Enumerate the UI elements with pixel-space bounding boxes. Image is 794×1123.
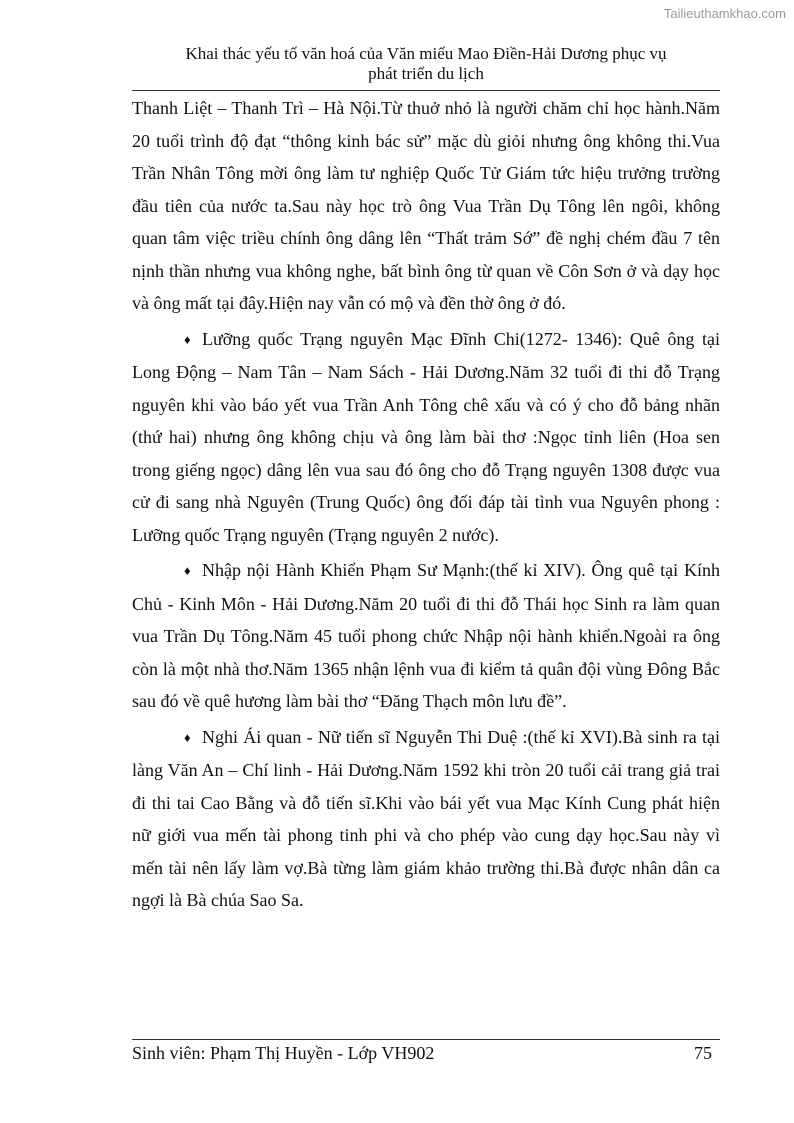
- paragraph: Thanh Liệt – Thanh Trì – Hà Nội.Từ thuở nhỏ là người chăm chỉ học hành.Năm 20 tuổi trình độ đạt “thông kinh bác sử” mặc dù giỏi nhưng ông không thi.Vua Trần Nhân Tông mời ông làm tư nghiệp Quốc Tử Giám tức hiệu trưởng trường đầu tiên của nước ta.Sau này học trò ông Vua Trần Dụ Tông lên ngôi, không quan tâm việc triều chính ông dâng lên “Thất trảm Sớ” đề nghị chém đầu 7 tên nịnh thần nhưng vua không nghe, bất bình ông từ quan về Côn Sơn ở và dạy học và ông mất tại đây.Hiện nay vẫn có mộ và đền thờ ông ở đó.: [132, 98, 720, 313]
- footer-divider: [132, 1039, 720, 1040]
- page-footer: [132, 1043, 712, 1064]
- paragraph-text: Nhập nội Hành Khiển Phạm Sư Mạnh:(thế kỉ XIV). Ông quê tại Kính Chủ - Kinh Môn - Hải Dương.Năm 20 tuổi đi thi đỗ Thái học Sinh ra làm quan vua Trần Dụ Tông.Năm 45 tuổi phong chức Nhập nội hành khiển.Ngoài ra ông còn là một nhà thơ.Năm 1365 nhận lệnh vua đi kiểm tả quân đội vùng Đông Bắc sau đó về quê hương làm bài thơ “Đăng Thạch môn lưu đề”.: [132, 560, 720, 711]
- page-header: [132, 44, 720, 84]
- paragraph-text: Lưỡng quốc Trạng nguyên Mạc Đĩnh Chi(1272- 1346): Quê ông tại Long Động – Nam Tân – Nam Sách - Hải Dương.Năm 32 tuổi đi thi đỗ Trạng nguyên khi vào báo yết vua Trần Anh Tông chê xấu và có ý cho đỗ bảng nhãn (thứ hai) nhưng ông không chịu và ông làm bài thơ :Ngọc tỉnh liên (Hoa sen trong giếng ngọc) dâng lên vua sau đó ông cho đỗ Trạng nguyên 1308 được vua cử đi sang nhà Nguyên (Trung Quốc) ông đối đáp tài tình vua Nguyên phong : Lưỡng quốc Trạng nguyên (Trạng nguyên 2 nước).: [132, 328, 720, 545]
- document-body: [132, 92, 720, 917]
- header-title-line-1: Khai thác yếu tố văn hoá của Văn miếu Mao Điền-Hải Dương phục vụ: [185, 44, 667, 63]
- bullet-paragraph: [132, 721, 720, 917]
- bullet-paragraph: [132, 323, 720, 552]
- bullet-paragraph: [132, 554, 720, 718]
- page-number: 75: [694, 1043, 712, 1063]
- paragraph-text: Nghi Ái quan - Nữ tiến sĩ Nguyễn Thi Duệ :(thế kỉ XVI).Bà sinh ra tại làng Văn An – Chí linh - Hải Dương.Năm 1592 khi tròn 20 tuổi cải trang giả trai đi thi tai Cao Bằng và đỗ tiến sĩ.Khi vào bái yết vua Mạc Kính Cung phát hiện nữ giới vua mến tài phong tinh phi và cho phép vào cung dạy học.Sau này vì mến tài nên lấy làm vợ.Bà từng làm giám khảo trường thi.Bà được nhân dân ca ngợi là Bà chúa Sao Sa.: [132, 726, 720, 910]
- diamond-bullet-icon: ♦: [184, 729, 191, 745]
- header-divider: [132, 90, 720, 91]
- diamond-bullet-icon: ♦: [184, 331, 191, 347]
- watermark: Tailieuthamkhao.com: [663, 6, 786, 21]
- header-title-line-2: phát triển du lịch: [368, 64, 484, 83]
- diamond-bullet-icon: ♦: [184, 563, 191, 578]
- footer-author: Sinh viên: Phạm Thị Huyền - Lớp VH902: [132, 1043, 435, 1063]
